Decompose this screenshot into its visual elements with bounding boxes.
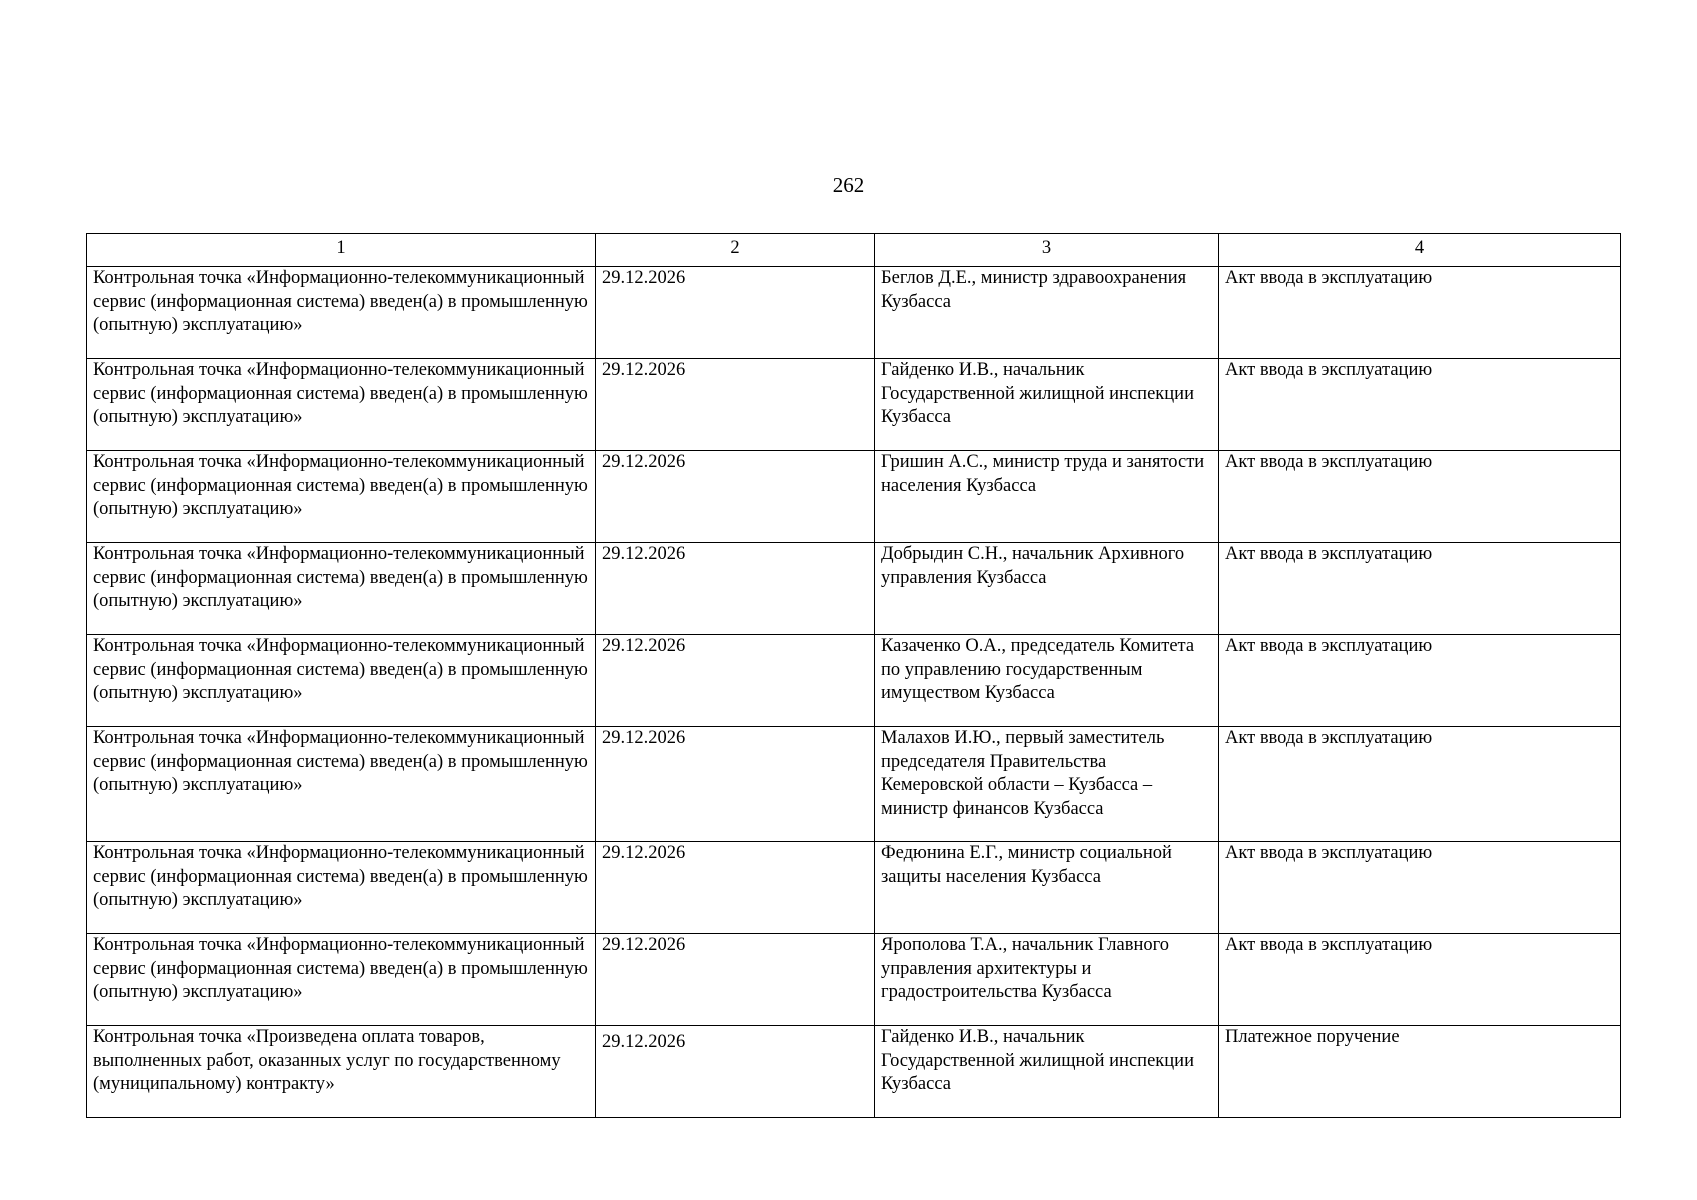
control-point-cell: Контрольная точка «Информационно-телекоммуникационный сервис (информационная система) введен(а) в промышленную (опытную) эксплуатацию» [87, 543, 596, 635]
table-row [87, 635, 1621, 727]
column-header-4: 4 [1219, 234, 1621, 267]
document-cell: Акт ввода в эксплуатацию [1219, 842, 1621, 934]
control-point-cell: Контрольная точка «Информационно-телекоммуникационный сервис (информационная система) введен(а) в промышленную (опытную) эксплуатацию» [87, 635, 596, 727]
document-cell: Акт ввода в эксплуатацию [1219, 934, 1621, 1026]
responsible-cell: Гришин А.С., министр труда и занятости населения Кузбасса [875, 451, 1219, 543]
control-point-cell: Контрольная точка «Информационно-телекоммуникационный сервис (информационная система) введен(а) в промышленную (опытную) эксплуатацию» [87, 359, 596, 451]
responsible-cell: Гайденко И.В., начальник Государственной жилищной инспекции Кузбасса [875, 359, 1219, 451]
control-point-cell: Контрольная точка «Информационно-телекоммуникационный сервис (информационная система) введен(а) в промышленную (опытную) эксплуатацию» [87, 727, 596, 842]
control-point-cell: Контрольная точка «Информационно-телекоммуникационный сервис (информационная система) введен(а) в промышленную (опытную) эксплуатацию» [87, 842, 596, 934]
date-cell: 29.12.2026 [596, 543, 875, 635]
table-header-row [87, 234, 1621, 267]
table-row [87, 1026, 1621, 1118]
table-row [87, 359, 1621, 451]
table-row [87, 451, 1621, 543]
table-row [87, 934, 1621, 1026]
control-point-cell: Контрольная точка «Информационно-телекоммуникационный сервис (информационная система) введен(а) в промышленную (опытную) эксплуатацию» [87, 267, 596, 359]
responsible-cell: Казаченко О.А., председатель Комитета по управлению государственным имуществом Кузбасса [875, 635, 1219, 727]
responsible-cell: Беглов Д.Е., министр здравоохранения Кузбасса [875, 267, 1219, 359]
date-cell: 29.12.2026 [596, 359, 875, 451]
responsible-cell: Ярополова Т.А., начальник Главного управления архитектуры и градостроительства Кузбасса [875, 934, 1219, 1026]
control-point-cell: Контрольная точка «Информационно-телекоммуникационный сервис (информационная система) введен(а) в промышленную (опытную) эксплуатацию» [87, 934, 596, 1026]
table-row [87, 543, 1621, 635]
responsible-cell: Малахов И.Ю., первый заместитель председателя Правительства Кемеровской области – Кузбасса – министр финансов Кузбасса [875, 727, 1219, 842]
table-row [87, 727, 1621, 842]
column-header-2: 2 [596, 234, 875, 267]
table-row [87, 267, 1621, 359]
document-cell: Акт ввода в эксплуатацию [1219, 543, 1621, 635]
column-header-1: 1 [87, 234, 596, 267]
control-point-cell: Контрольная точка «Информационно-телекоммуникационный сервис (информационная система) введен(а) в промышленную (опытную) эксплуатацию» [87, 451, 596, 543]
date-cell: 29.12.2026 [596, 842, 875, 934]
document-cell: Акт ввода в эксплуатацию [1219, 451, 1621, 543]
document-cell: Акт ввода в эксплуатацию [1219, 727, 1621, 842]
control-points-table [86, 233, 1621, 1118]
responsible-cell: Федюнина Е.Г., министр социальной защиты населения Кузбасса [875, 842, 1219, 934]
document-cell: Акт ввода в эксплуатацию [1219, 635, 1621, 727]
date-cell: 29.12.2026 [596, 934, 875, 1026]
table-row [87, 842, 1621, 934]
date-cell: 29.12.2026 [596, 1026, 875, 1118]
date-cell: 29.12.2026 [596, 727, 875, 842]
date-cell: 29.12.2026 [596, 635, 875, 727]
date-cell: 29.12.2026 [596, 267, 875, 359]
document-cell: Акт ввода в эксплуатацию [1219, 267, 1621, 359]
document-cell: Платежное поручение [1219, 1026, 1621, 1118]
document-cell: Акт ввода в эксплуатацию [1219, 359, 1621, 451]
responsible-cell: Гайденко И.В., начальник Государственной жилищной инспекции Кузбасса [875, 1026, 1219, 1118]
control-point-cell: Контрольная точка «Произведена оплата товаров, выполненных работ, оказанных услуг по государственному (муниципальному) контракту» [87, 1026, 596, 1118]
page-number: 262 [832, 173, 865, 197]
date-cell: 29.12.2026 [596, 451, 875, 543]
column-header-3: 3 [875, 234, 1219, 267]
responsible-cell: Добрыдин С.Н., начальник Архивного управления Кузбасса [875, 543, 1219, 635]
